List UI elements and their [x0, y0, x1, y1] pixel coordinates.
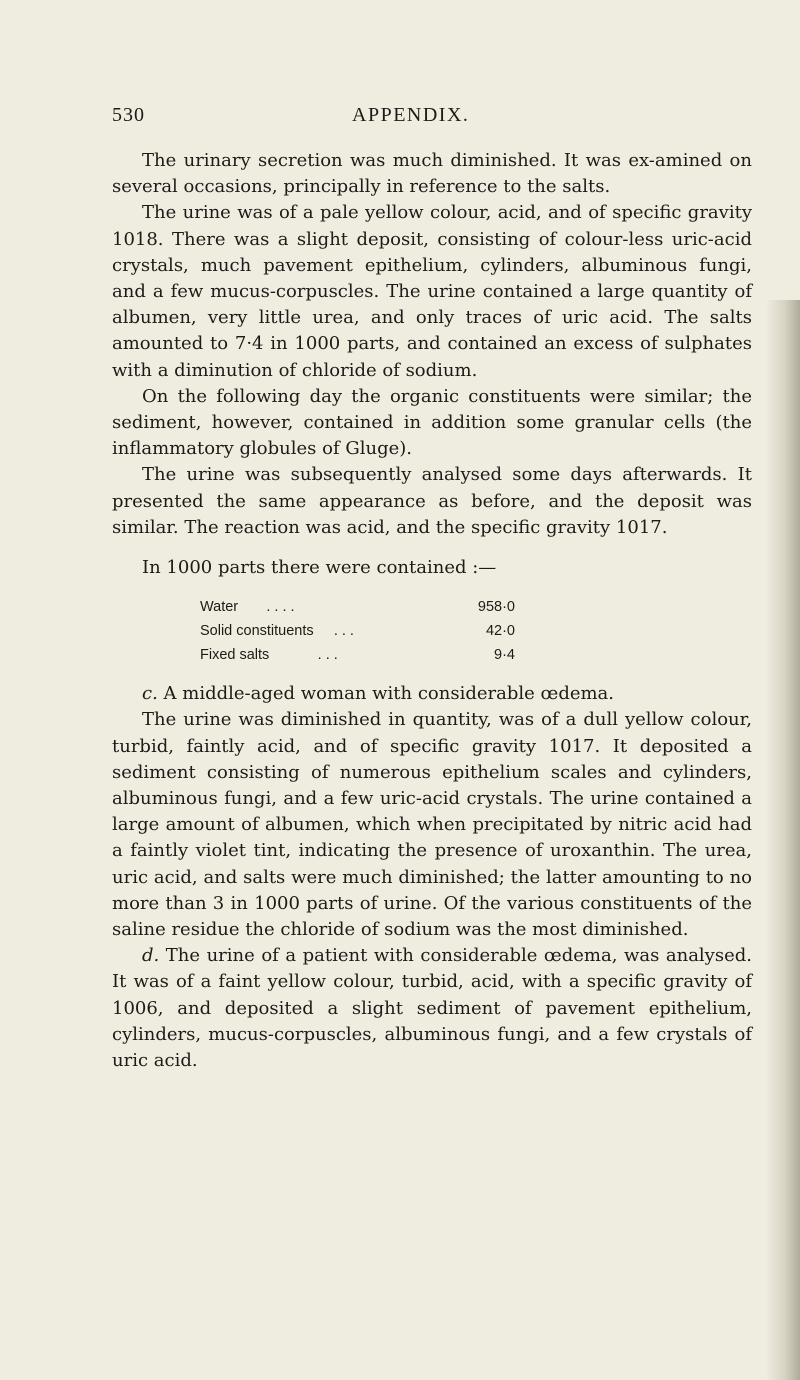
running-head: APPENDIX.: [352, 104, 470, 126]
page-edge-shadow: [766, 300, 800, 1380]
row-label: Water: [200, 599, 239, 616]
paragraph: On the following day the organic constituents were similar; the sediment, however, contained in addition some granular cells (the inflammatory globules of Gluge).: [112, 385, 752, 460]
page-header: [112, 104, 692, 134]
row-value: 958·0: [477, 599, 515, 616]
page-number: 530: [112, 104, 145, 126]
row-label: Solid constituents: [200, 623, 314, 640]
paragraph: The urine was of a pale yellow colour, acid, and of specific gravity 1018. There was a slight deposit, consisting of colour-less uric-acid crystals, much pavement epithelium, cylinders, albuminous fungi, and a few mucus-corpuscles. The urine contained a large quantity of albumen, very little urea, and only traces of uric acid. The salts amounted to 7·4 in 1000 parts, and contained an excess of sulphates with a diminution of chloride of sodium.: [112, 202, 752, 381]
leader-dots: . . .: [333, 623, 354, 640]
case-letter: c.: [142, 683, 158, 705]
leader-dots: . . .: [317, 647, 338, 664]
body-text: [112, 148, 752, 1074]
table-intro: In 1000 parts there were contained :—: [142, 557, 497, 579]
case-letter: d.: [142, 945, 160, 967]
case-c-heading: c. A middle-aged woman with considerable œdema.: [142, 683, 615, 705]
row-value: 42·0: [485, 623, 515, 640]
row-value: 9·4: [494, 647, 515, 664]
paragraph: The urine was diminished in quantity, was of a dull yellow colour, turbid, faintly acid, and of specific gravity 1017. It deposited a sediment consisting of numerous epithelium scales and cylinders, albuminous fungi, and a few uric-acid crystals. The urine contained a large amount of albumen, which when precipitated by nitric acid had a faintly violet tint, indicating the presence of uroxanthin. The urea, uric acid, and salts were much diminished; the latter amounting to no more than 3 in 1000 parts of urine. Of the various constituents of the saline residue the chloride of sodium was the most diminished.: [112, 709, 752, 941]
table-row: [200, 595, 515, 619]
leader-dots: . . . .: [266, 599, 295, 616]
paragraph: The urine was subsequently analysed some days afterwards. It presented the same appearance as before, and the deposit was similar. The reaction was acid, and the specific gravity 1017.: [112, 464, 752, 538]
table-row: [200, 643, 515, 667]
paragraph: The urinary secretion was much diminished. It was ex-amined on several occasions, principally in reference to the salts.: [112, 150, 752, 198]
case-d-paragraph: d. The urine of a patient with considerable œdema, was analysed. It was of a faint yellow colour, turbid, acid, with a specific gravity of 1006, and deposited a slight sediment of pavement epithelium, cylinders, mucus-corpuscles, albuminous fungi, and a few crystals of uric acid.: [112, 945, 752, 1072]
table-row: [200, 619, 515, 643]
constituents-table: [200, 595, 515, 667]
row-label: Fixed salts: [200, 647, 270, 664]
